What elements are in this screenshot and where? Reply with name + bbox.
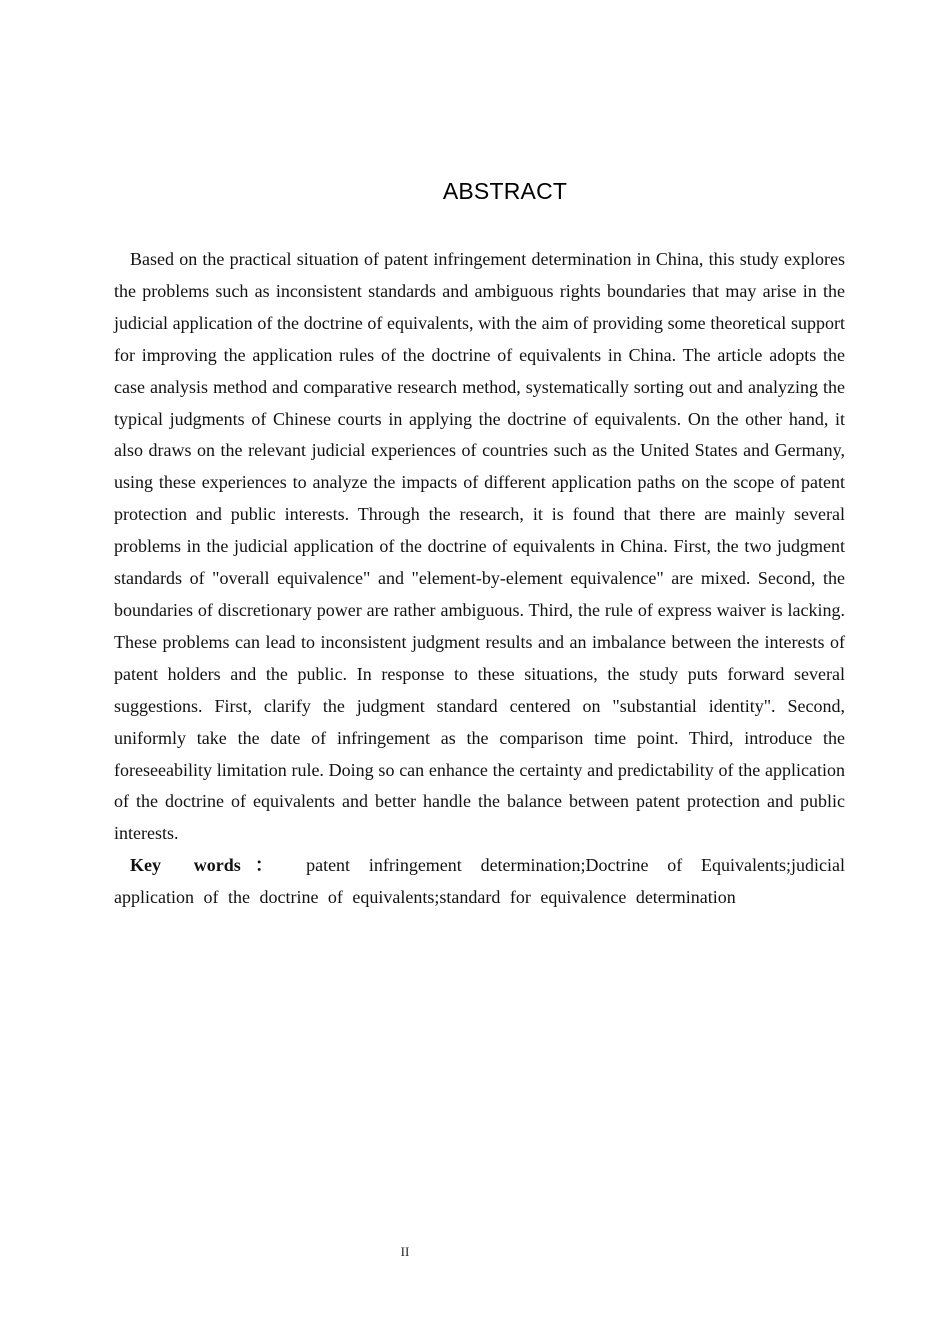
abstract-body <box>114 244 845 914</box>
abstract-title: ABSTRACT <box>442 178 568 204</box>
keywords-label: Key words： <box>130 855 288 876</box>
abstract-paragraph: Based on the practical situation of patent infringement determination in China, this study explores the problems such as inconsistent standards and ambiguous rights boundaries that may arise in the judicial application of the doctrine of equivalents, with the aim of providing some theoretical support for improving the application rules of the doctrine of equivalents in China. The article adopts the case analysis method and comparative research method, systematically sorting out and analyzing the typical judgments of Chinese courts in applying the doctrine of equivalents. On the other hand, it also draws on the relevant judicial experiences of countries such as the United States and Germany, using these experiences to analyze the impacts of different application paths on the scope of patent protection and public interests. Through the research, it is found that there are mainly several problems in the judicial application of the doctrine of equivalents in China. First, the two judgment standards of "overall equivalence" and "element-by-element equivalence" are mixed. Second, the boundaries of discretionary power are rather ambiguous. Third, the rule of express waiver is lacking. These problems can lead to inconsistent judgment results and an imbalance between the interests of patent holders and the public. In response to these situations, the study puts forward several suggestions. First, clarify the judgment standard centered on "substantial identity". Second, uniformly take the date of infringement as the comparison time point. Third, introduce the foreseeability limitation rule. Doing so can enhance the certainty and predictability of the application of the doctrine of equivalents and better handle the balance between patent protection and public interests. <box>114 249 845 844</box>
keywords-text-1: patent infringement determination;Doctrine of Equivalents;judicial <box>306 855 845 876</box>
keywords-text-2: application of the doctrine of equivalents;standard for equivalence determination <box>114 887 736 908</box>
keywords-paragraph <box>114 850 845 914</box>
page-number: II <box>400 1244 410 1259</box>
keywords-line-1 <box>114 850 845 882</box>
